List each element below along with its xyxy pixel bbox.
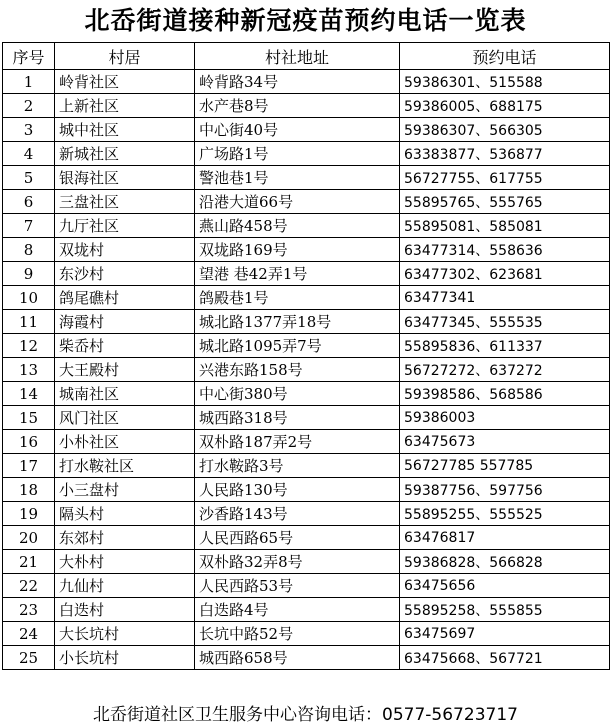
- row-phone: 59398586、568586: [400, 382, 610, 406]
- row-index: 5: [3, 166, 55, 190]
- row-phone: 59386828、566828: [400, 550, 610, 574]
- row-address: 双朴路187弄2号: [195, 430, 400, 454]
- row-address: 水产巷8号: [195, 94, 400, 118]
- table-row: [3, 166, 610, 190]
- row-address: 人民西路65号: [195, 526, 400, 550]
- row-phone: 63477314、558636: [400, 238, 610, 262]
- table-row: [3, 310, 610, 334]
- row-index: 12: [3, 334, 55, 358]
- table-row: [3, 622, 610, 646]
- row-village: 大朴村: [55, 550, 195, 574]
- row-village: 新城社区: [55, 142, 195, 166]
- row-index: 19: [3, 502, 55, 526]
- row-index: 6: [3, 190, 55, 214]
- row-village: 双垅村: [55, 238, 195, 262]
- table-row: [3, 550, 610, 574]
- row-phone: 56727785 557785: [400, 454, 610, 478]
- row-phone: 55895255、555525: [400, 502, 610, 526]
- row-address: 双朴路32弄8号: [195, 550, 400, 574]
- row-village: 九仙村: [55, 574, 195, 598]
- table-row: [3, 406, 610, 430]
- table-row: [3, 94, 610, 118]
- row-phone: 63476817: [400, 526, 610, 550]
- row-phone: 55895081、585081: [400, 214, 610, 238]
- table-row: [3, 118, 610, 142]
- row-index: 21: [3, 550, 55, 574]
- footer-contact: 北岙街道社区卫生服务中心咨询电话：0577-56723717: [93, 705, 518, 725]
- row-phone: 56727755、617755: [400, 166, 610, 190]
- row-phone: 63475673: [400, 430, 610, 454]
- row-phone: 56727272、637272: [400, 358, 610, 382]
- row-phone: 63477302、623681: [400, 262, 610, 286]
- table-row: [3, 286, 610, 310]
- row-phone: 63477341: [400, 286, 610, 310]
- row-index: 15: [3, 406, 55, 430]
- row-index: 2: [3, 94, 55, 118]
- row-village: 上新社区: [55, 94, 195, 118]
- row-phone: 59387756、597756: [400, 478, 610, 502]
- row-address: 鸽殿巷1号: [195, 286, 400, 310]
- row-address: 沿港大道66号: [195, 190, 400, 214]
- row-index: 1: [3, 70, 55, 94]
- table-row: [3, 574, 610, 598]
- row-index: 16: [3, 430, 55, 454]
- table-row: [3, 430, 610, 454]
- table-row: [3, 190, 610, 214]
- row-address: 岭背路34号: [195, 70, 400, 94]
- row-phone: 59386301、515588: [400, 70, 610, 94]
- row-index: 25: [3, 646, 55, 670]
- row-village: 银海社区: [55, 166, 195, 190]
- table-row: [3, 262, 610, 286]
- appointment-table: [2, 42, 610, 670]
- table-row: [3, 214, 610, 238]
- row-index: 24: [3, 622, 55, 646]
- row-address: 人民西路53号: [195, 574, 400, 598]
- row-phone: 63475668、567721: [400, 646, 610, 670]
- table-row: [3, 70, 610, 94]
- table-row: [3, 646, 610, 670]
- row-village: 风门社区: [55, 406, 195, 430]
- row-address: 城北路1095弄7号: [195, 334, 400, 358]
- row-village: 城中社区: [55, 118, 195, 142]
- row-village: 小长坑村: [55, 646, 195, 670]
- row-address: 城北路1377弄18号: [195, 310, 400, 334]
- row-index: 11: [3, 310, 55, 334]
- row-village: 大长坑村: [55, 622, 195, 646]
- row-phone: 55895258、555855: [400, 598, 610, 622]
- row-index: 18: [3, 478, 55, 502]
- row-address: 燕山路458号: [195, 214, 400, 238]
- row-address: 白迭路4号: [195, 598, 400, 622]
- row-index: 4: [3, 142, 55, 166]
- row-phone: 63475656: [400, 574, 610, 598]
- row-phone: 59386005、688175: [400, 94, 610, 118]
- table-body: [3, 70, 610, 670]
- table-row: [3, 238, 610, 262]
- row-address: 城西路658号: [195, 646, 400, 670]
- row-village: 白迭村: [55, 598, 195, 622]
- row-address: 中心街40号: [195, 118, 400, 142]
- row-address: 人民路130号: [195, 478, 400, 502]
- page-title: 北岙街道接种新冠疫苗预约电话一览表: [84, 6, 527, 35]
- header-village: 村居: [55, 43, 195, 70]
- table-row: [3, 334, 610, 358]
- row-village: 鸽尾礁村: [55, 286, 195, 310]
- row-address: 广场路1号: [195, 142, 400, 166]
- row-index: 10: [3, 286, 55, 310]
- header-address: 村社地址: [195, 43, 400, 70]
- row-village: 三盘社区: [55, 190, 195, 214]
- row-phone: 63477345、555535: [400, 310, 610, 334]
- header-phone: 预约电话: [400, 43, 610, 70]
- row-address: 双垅路169号: [195, 238, 400, 262]
- row-index: 9: [3, 262, 55, 286]
- table-row: [3, 142, 610, 166]
- table-row: [3, 478, 610, 502]
- row-village: 小三盘村: [55, 478, 195, 502]
- row-address: 打水鞍路3号: [195, 454, 400, 478]
- row-index: 13: [3, 358, 55, 382]
- row-phone: 59386307、566305: [400, 118, 610, 142]
- row-index: 17: [3, 454, 55, 478]
- row-village: 九厅社区: [55, 214, 195, 238]
- row-address: 望港 巷42弄1号: [195, 262, 400, 286]
- row-village: 小朴社区: [55, 430, 195, 454]
- row-phone: 55895836、611337: [400, 334, 610, 358]
- row-index: 20: [3, 526, 55, 550]
- header-index: 序号: [3, 43, 55, 70]
- row-address: 警池巷1号: [195, 166, 400, 190]
- row-address: 兴港东路158号: [195, 358, 400, 382]
- row-village: 柴岙村: [55, 334, 195, 358]
- row-address: 沙香路143号: [195, 502, 400, 526]
- table-row: [3, 382, 610, 406]
- row-village: 大王殿村: [55, 358, 195, 382]
- row-village: 东郊村: [55, 526, 195, 550]
- row-index: 22: [3, 574, 55, 598]
- table-row: [3, 454, 610, 478]
- row-address: 城西路318号: [195, 406, 400, 430]
- table-row: [3, 598, 610, 622]
- table-header-row: [3, 43, 610, 70]
- table-row: [3, 526, 610, 550]
- row-index: 14: [3, 382, 55, 406]
- table-row: [3, 502, 610, 526]
- row-village: 海霞村: [55, 310, 195, 334]
- row-index: 7: [3, 214, 55, 238]
- row-index: 8: [3, 238, 55, 262]
- row-index: 23: [3, 598, 55, 622]
- row-phone: 59386003: [400, 406, 610, 430]
- row-address: 中心街380号: [195, 382, 400, 406]
- row-phone: 55895765、555765: [400, 190, 610, 214]
- row-phone: 63383877、536877: [400, 142, 610, 166]
- row-village: 打水鞍社区: [55, 454, 195, 478]
- row-village: 岭背社区: [55, 70, 195, 94]
- row-village: 城南社区: [55, 382, 195, 406]
- row-index: 3: [3, 118, 55, 142]
- table-row: [3, 358, 610, 382]
- row-village: 隔头村: [55, 502, 195, 526]
- row-phone: 63475697: [400, 622, 610, 646]
- row-address: 长坑中路52号: [195, 622, 400, 646]
- row-village: 东沙村: [55, 262, 195, 286]
